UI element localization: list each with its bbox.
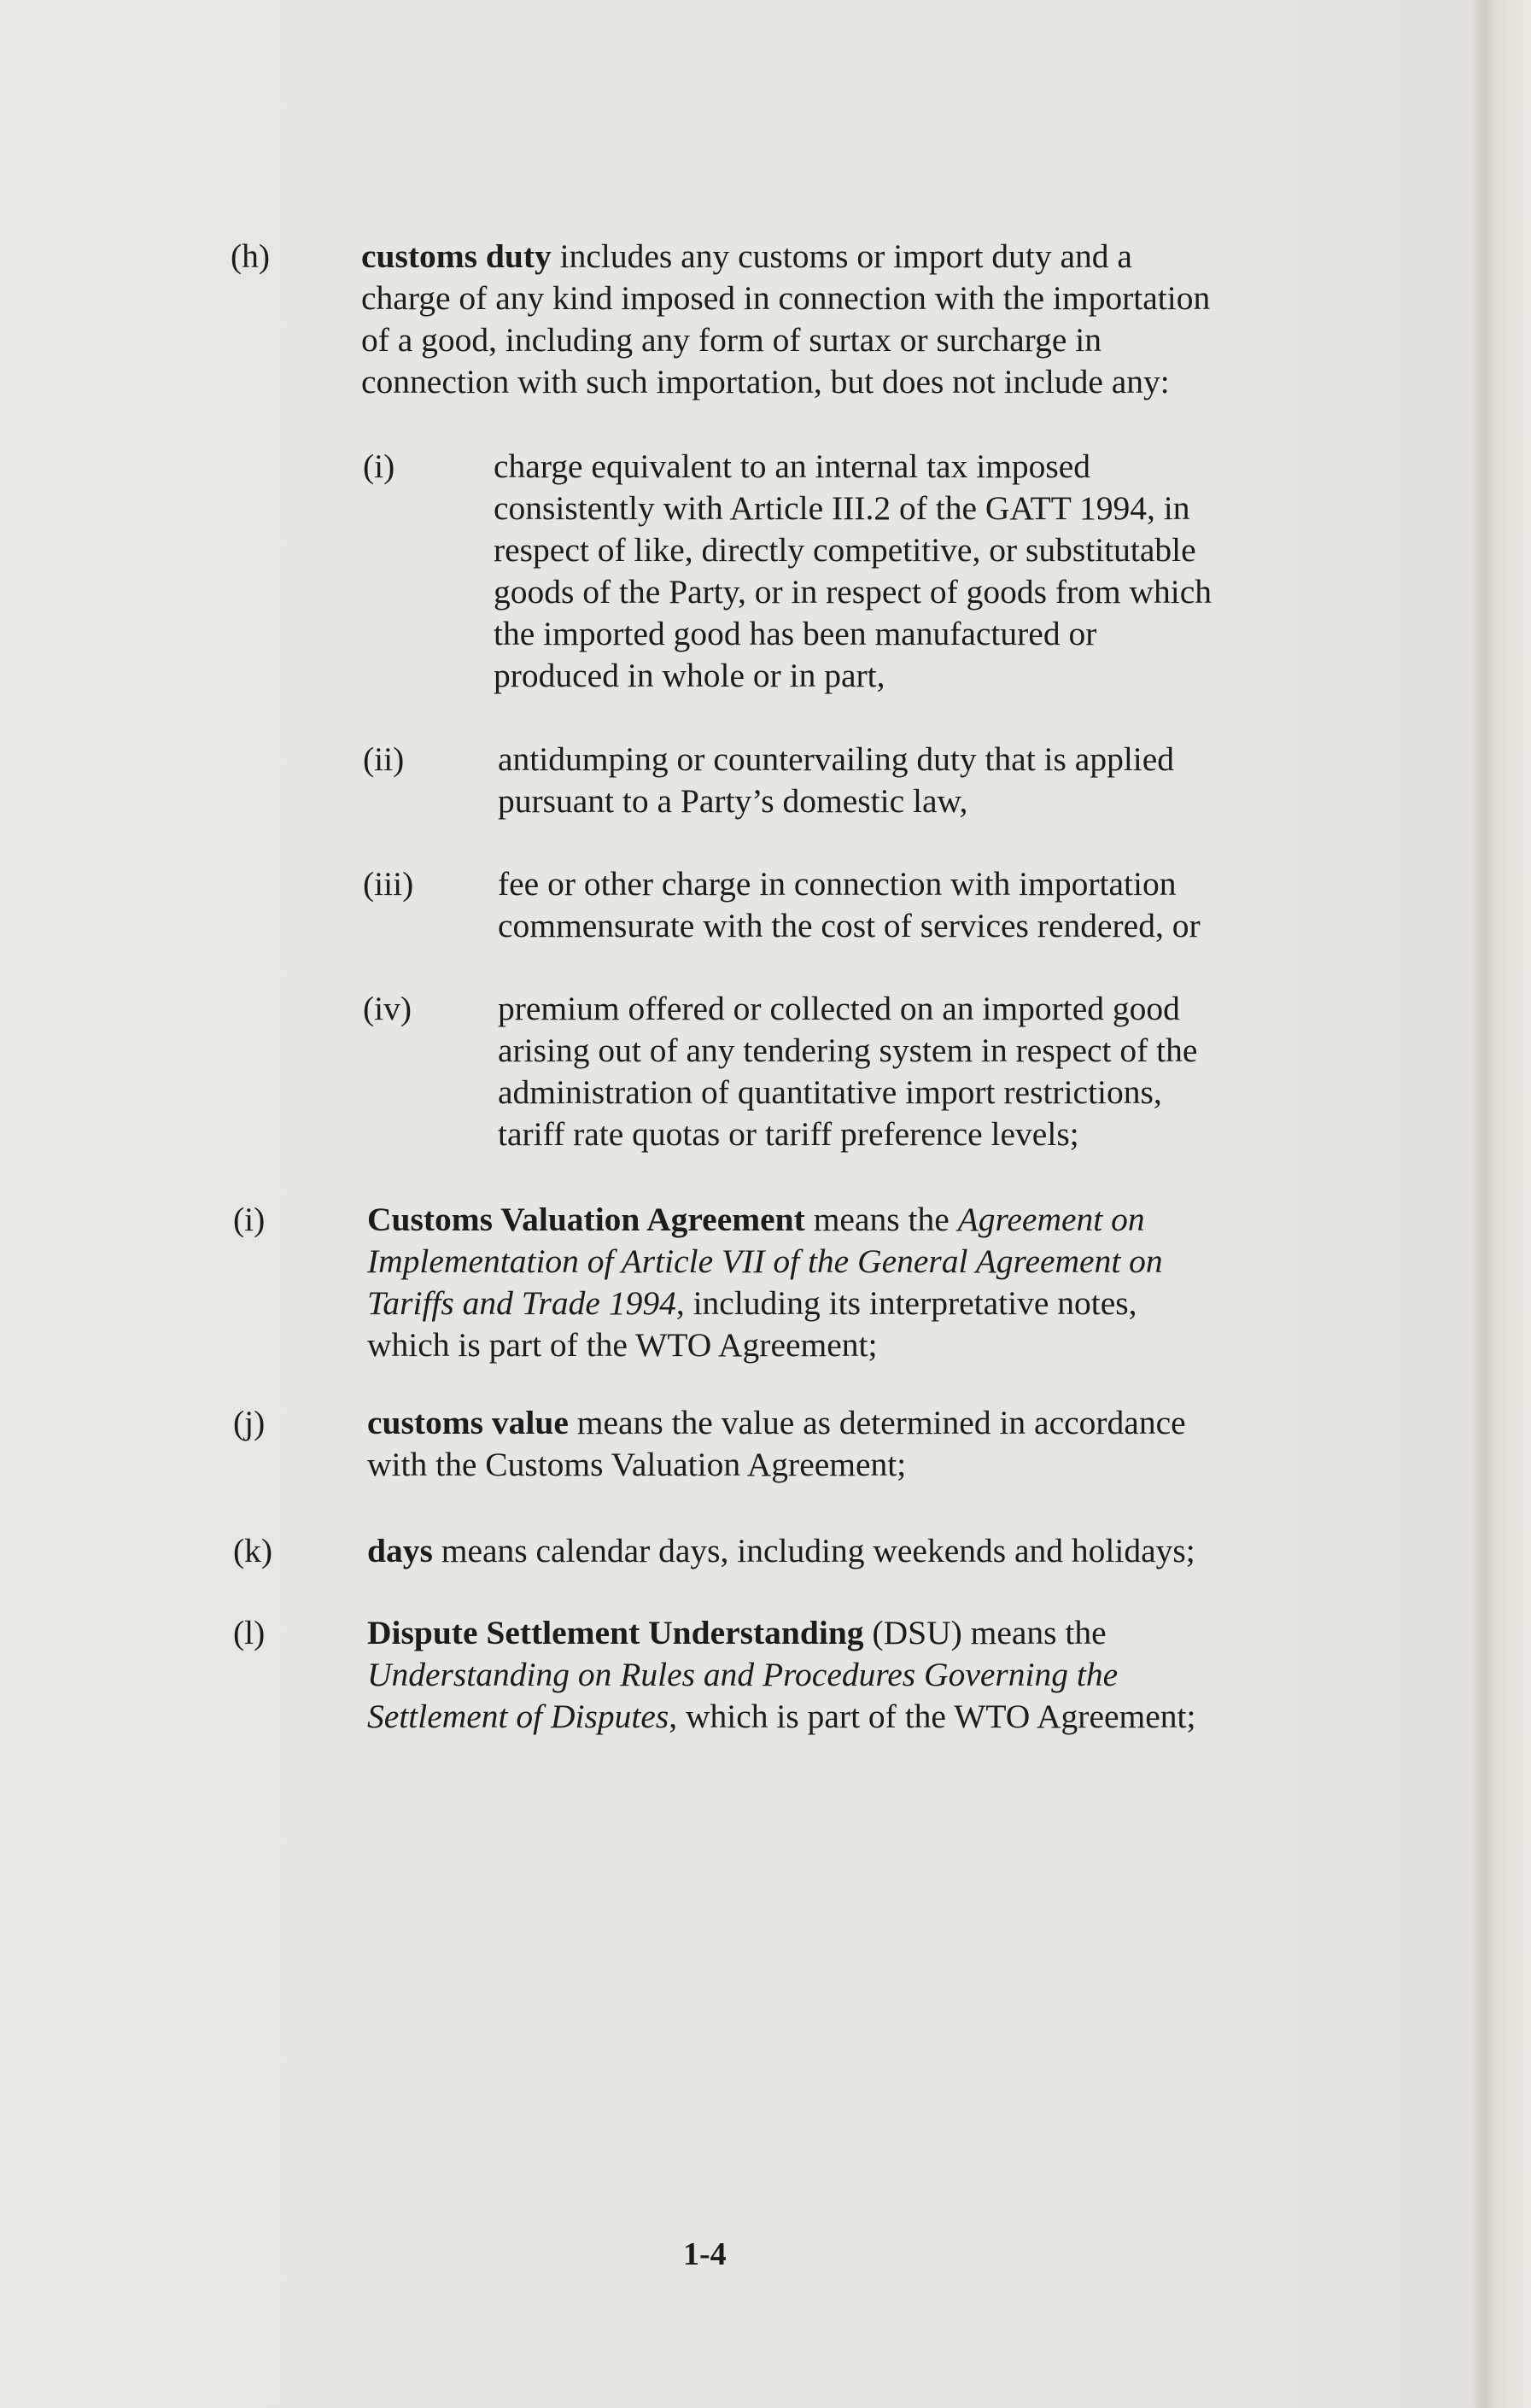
text-line: Understanding on Rules and Procedures Governing the	[367, 1656, 1119, 1693]
text-line: charge of any kind imposed in connection with the importation	[361, 279, 1211, 317]
text-line: consistently with Article III.2 of the GATT 1994, in	[494, 489, 1190, 527]
text-run: , including its interpretative notes,	[675, 1284, 1137, 1322]
defined-term: Customs Valuation Agreement	[367, 1201, 805, 1238]
text-line: respect of like, directly competitive, or substitutable	[494, 531, 1196, 569]
subitem-label: (iii)	[363, 865, 414, 903]
page-binding-edge	[1471, 0, 1531, 2408]
text-line: antidumping or countervailing duty that is applied	[498, 740, 1175, 778]
definition-text	[361, 236, 1210, 403]
text-run: , which is part of the WTO Agreement;	[669, 1698, 1196, 1735]
subitem-text	[494, 446, 1212, 697]
subitem-text	[498, 863, 1201, 947]
subitem-text	[498, 739, 1174, 822]
text-line	[367, 1530, 1195, 1572]
text-run: means calendar days, including weekends and holidays;	[432, 1532, 1195, 1569]
definition-text	[367, 1199, 1163, 1366]
defined-term: customs duty	[361, 237, 552, 275]
text-line: the imported good has been manufactured or	[494, 615, 1097, 652]
item-label: (l)	[233, 1614, 266, 1651]
page-number: 1-4	[683, 2236, 727, 2272]
definition-text	[367, 1530, 1195, 1572]
text-line	[367, 1199, 1163, 1241]
text-line	[367, 1696, 1195, 1738]
text-run: means the value as determined in accordance	[568, 1404, 1186, 1441]
text-line	[367, 1283, 1163, 1324]
defined-term: Dispute Settlement Understanding	[367, 1614, 864, 1651]
text-line: Implementation of Article VII of the General Agreement on	[367, 1242, 1163, 1280]
text-run: (DSU) means the	[863, 1614, 1107, 1651]
text-line: charge equivalent to an internal tax imposed	[494, 447, 1091, 485]
text-run: means the	[804, 1201, 958, 1238]
defined-term: customs value	[367, 1404, 569, 1441]
italic-title: Settlement of Disputes	[367, 1698, 669, 1735]
text-line: of a good, including any form of surtax or surcharge in	[361, 321, 1102, 359]
text-line: goods of the Party, or in respect of goods from which	[494, 573, 1213, 611]
subitem-text	[498, 988, 1197, 1155]
text-line: tariff rate quotas or tariff preference levels;	[498, 1115, 1079, 1153]
text-line: arising out of any tendering system in respect of the	[498, 1032, 1198, 1069]
definition-text	[367, 1402, 1186, 1486]
text-line: fee or other charge in connection with importation	[498, 865, 1177, 903]
item-label: (h)	[231, 237, 271, 275]
subitem-label: (i)	[363, 447, 395, 485]
text-line: administration of quantitative import restrictions,	[498, 1073, 1162, 1111]
text-line	[367, 1402, 1186, 1444]
text-line	[367, 1612, 1195, 1654]
text-line: premium offered or collected on an imported good	[498, 990, 1180, 1027]
text-run: includes any customs or import duty and a	[551, 237, 1132, 275]
subitem-label: (iv)	[363, 990, 412, 1027]
item-label: (i)	[233, 1201, 266, 1238]
item-label: (j)	[233, 1404, 266, 1441]
italic-title: Agreement on	[957, 1201, 1145, 1238]
text-line: which is part of the WTO Agreement;	[367, 1326, 878, 1364]
text-line: produced in whole or in part,	[494, 657, 885, 694]
italic-title: Tariffs and Trade 1994	[367, 1284, 676, 1322]
item-label: (k)	[233, 1532, 273, 1569]
text-line: commensurate with the cost of services rendered, or	[498, 907, 1201, 944]
subitem-label: (ii)	[363, 740, 405, 778]
text-line: pursuant to a Party’s domestic law,	[498, 782, 968, 820]
definition-text	[367, 1612, 1195, 1738]
text-line: connection with such importation, but does not include any:	[361, 363, 1170, 400]
text-line	[361, 236, 1210, 278]
text-line: with the Customs Valuation Agreement;	[367, 1446, 907, 1483]
defined-term: days	[367, 1532, 433, 1569]
